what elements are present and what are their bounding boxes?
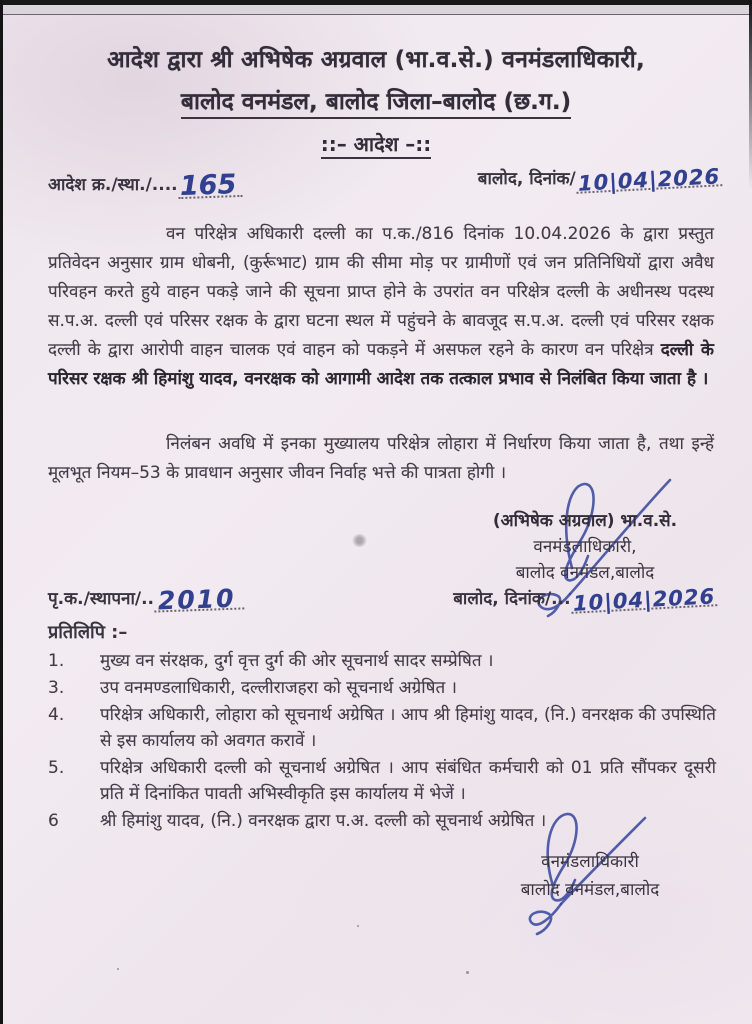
copy-item-text: मुख्य वन संरक्षक, दुर्ग वृत्त दुर्ग की ओर सूचनार्थ सादर सम्प्रेषित । bbox=[100, 651, 494, 671]
copy-item-number: 3. bbox=[48, 678, 65, 698]
signatory-division-bottom: बालोद वनमंडल,बालोद bbox=[520, 880, 660, 900]
copy-heading: प्रतिलिपि :– bbox=[48, 622, 128, 643]
copy-item bbox=[48, 755, 716, 807]
signature-place-date-label: बालोद, दिनांक/... bbox=[453, 589, 571, 609]
copy-item-number: 4. bbox=[48, 705, 65, 725]
copy-item bbox=[48, 648, 716, 674]
order-number-handwritten: 165 bbox=[177, 175, 242, 199]
letterhead-line2 bbox=[36, 84, 716, 116]
order-heading-text: ::– आदेश –:: bbox=[321, 132, 432, 159]
scan-edge-top-band bbox=[0, 5, 752, 15]
signature-block-bottom bbox=[465, 848, 715, 904]
copy-item-text: परिक्षेत्र अधिकारी, लोहारा को सूचनार्थ अग्रेषित । आप श्री हिमांशु यादव, (नि.) वनरक्षक की उपस्थिति से इस कार्यालय को अवगत करावें । bbox=[100, 705, 716, 751]
copy-item-number: 1. bbox=[48, 651, 65, 671]
scan-smudge bbox=[352, 534, 367, 547]
copy-item-text: उप वनमण्डलाधिकारी, दल्लीराजहरा को सूचनार्थ अग्रेषित । bbox=[100, 678, 457, 698]
place-date-line bbox=[477, 164, 722, 196]
letterhead-line1: आदेश द्वारा श्री अभिषेक अग्रवाल (भा.व.से.) वनमंडलाधिकारी, bbox=[107, 47, 645, 73]
scan-edge-left bbox=[0, 0, 3, 1024]
order-paragraph-1-bold: दल्ली के परिसर रक्षक श्री हिमांशु यादव, वनरक्षक को आगामी आदेश तक तत्काल प्रभाव से निलंबित किया जाता है । bbox=[48, 340, 714, 389]
date-handwritten: 10|04|2026 bbox=[577, 164, 721, 196]
scan-speck bbox=[117, 968, 119, 970]
order-number-label: आदेश क्र./स्था./.... bbox=[48, 175, 178, 195]
copy-item-text: श्री हिमांशु यादव, (नि.) वनरक्षक द्वारा प.अ. दल्ली को सूचनार्थ अग्रेषित । bbox=[100, 811, 547, 831]
reference-label: पृ.क./स्थापना/.. bbox=[48, 589, 154, 609]
letterhead-line2-text: बालोद वनमंडल, बालोद जिला–बालोद (छ.ग.) bbox=[181, 89, 571, 119]
copy-item-number: 6 bbox=[48, 811, 59, 831]
copy-item bbox=[48, 808, 716, 834]
signatory-title-bottom: वनमंडलाधिकारी bbox=[541, 852, 639, 872]
order-paragraph-1-normal: वन परिक्षेत्र अधिकारी दल्ली का प.क./816 दिनांक 10.04.2026 के द्वारा प्रस्तुत प्रतिवेदन अनुसार ग्राम धोबनी, (कुर्रूभाट) ग्राम की सीमा मोड़ पर ग्रामीणों एवं जन प्रतिनिधियों द्वारा अवैध परिवहन करते हुये वाहन पकड़े जाने की सूचना प्राप्त होने के उपरांत वन परिक्षेत्र दल्ली के अधीनस्थ पदस्थ स.प.अ. दल्ली एवं परिसर रक्षक के द्वारा घटना स्थल में पहुंचने के बावजूद स.प.अ. दल्ली एवं परिसर रक्षक दल्ली के द्वारा आरोपी वाहन चालक एवं वाहन को पकड़ने में असफल रहने के कारण वन परिक्षेत्र bbox=[48, 224, 714, 360]
signatory-name: (अभिषेक अग्रवाल) भा.व.से. bbox=[492, 511, 678, 531]
copy-item-text: परिक्षेत्र अधिकारी दल्ली को सूचनार्थ अग्रेषित । आप संबंधित कर्मचारी को 01 प्रति सौंपकर दूसरी प्रति में दिनांकित पावती अभिस्वीकृति इस कार्यालय में भेजें । bbox=[100, 758, 716, 804]
scan-speck bbox=[466, 971, 469, 974]
copy-distribution-list bbox=[48, 648, 716, 835]
reference-number-line bbox=[48, 583, 244, 616]
order-paragraph-1 bbox=[48, 220, 714, 394]
signatory-division: बालोद वनमंडल,बालोद bbox=[515, 563, 655, 583]
order-paragraph-2: निलंबन अवधि में इनका मुख्यालय परिक्षेत्र लोहारा में निर्धारण किया जाता है, तथा इन्हें मूलभूत नियम–53 के प्रावधान अनुसार जीवन निर्वाह भत्ते की पात्रता होगी । bbox=[48, 434, 714, 483]
copy-item bbox=[48, 675, 716, 701]
scan-speck bbox=[357, 925, 359, 927]
copy-item bbox=[48, 702, 716, 754]
signature-place-date-line bbox=[430, 584, 740, 616]
signatory-title: वनमंडलाधिकारी, bbox=[533, 537, 637, 557]
signature-block-top bbox=[430, 508, 740, 616]
signature-date-handwritten: 10|04|2026 bbox=[571, 584, 716, 616]
order-heading bbox=[36, 130, 716, 157]
copy-item-number: 5. bbox=[48, 758, 65, 778]
reference-handwritten: 2010 bbox=[154, 589, 244, 612]
order-number-line bbox=[48, 169, 242, 203]
place-date-label: बालोद, दिनांक/ bbox=[477, 169, 576, 189]
